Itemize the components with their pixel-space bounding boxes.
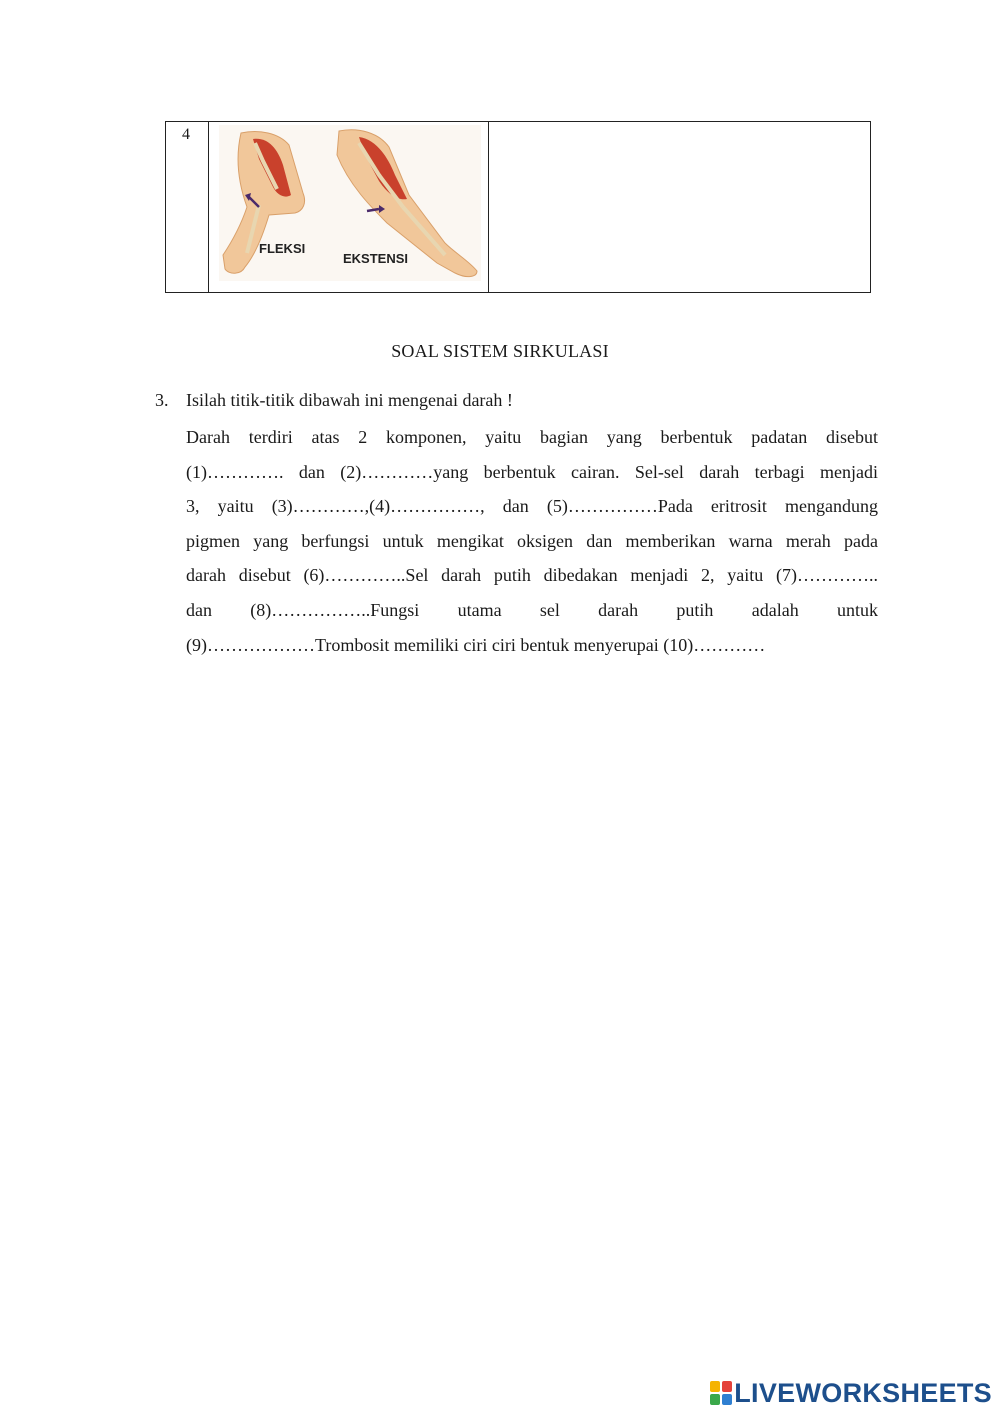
paragraph-line: darah disebut (6)…………..Sel darah putih dibedakan menjadi 2, yaitu (7)………….. [186, 565, 878, 586]
flexion-extension-illustration [219, 125, 481, 281]
exercise-table [165, 121, 871, 293]
paragraph-line: (9)………………Trombosit memiliki ciri ciri bentuk menyerupai (10)………… [186, 634, 766, 655]
paragraph-line: 3, yaitu (3)…………,(4)……………, dan (5)……………Pada eritrosit mengandung [186, 496, 878, 517]
question-number: 3. [155, 390, 169, 410]
image-cell [209, 122, 489, 292]
answer-cell[interactable] [489, 122, 870, 292]
brand-name: LIVEWORKSHEETS [734, 1377, 992, 1408]
question-instruction: Isilah titik-titik dibawah ini mengenai darah ! [186, 390, 513, 410]
section-title: SOAL SISTEM SIRKULASI [391, 341, 609, 361]
paragraph-line: dan (8)……………..Fungsi utama sel darah putih adalah untuk [186, 599, 878, 620]
paragraph-line: pigmen yang berfungsi untuk mengikat oksigen dan memberikan warna merah pada [186, 530, 878, 551]
row-number: 4 [182, 126, 190, 143]
paragraph-line: Darah terdiri atas 2 komponen, yaitu bagian yang berbentuk padatan disebut [186, 427, 878, 447]
logo-badge-icon [710, 1381, 732, 1405]
liveworksheets-logo [710, 1378, 992, 1408]
row-number-cell [166, 122, 209, 292]
paragraph-line: (1)…………. dan (2)…………yang berbentuk cairan. Sel-sel darah terbagi menjadi [186, 461, 878, 482]
question-paragraph [186, 420, 878, 662]
fleksi-label: FLEKSI [259, 241, 306, 256]
ekstensi-label: EKSTENSI [343, 251, 409, 266]
